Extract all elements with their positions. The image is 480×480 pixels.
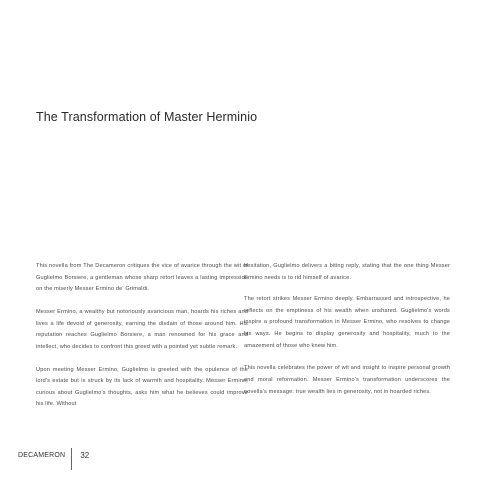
chapter-title: The Transformation of Master Herminio <box>36 110 258 124</box>
footer-divider <box>71 448 72 470</box>
paragraph: Messer Ermino, a wealthy but notoriously avaricious man, hoards his riches and lives a life devoid of generosity, earning the disdain of those around him. His reputation reaches Guglielmo Borsiere, a man renowned for his grace and intellect, who decides to confront this greed with a pointed yet subtle remark. <box>36 308 248 350</box>
paragraph: The retort strikes Messer Ermino deeply. Embarrassed and introspective, he reflects on the emptiness of his wealth when unshared. Guglielmo's words inspire a profound transformation in Messer Ermino, who resolves to change his ways. He begins to display generosity and hospitality, much to the amazement of those who knew him. <box>244 296 450 349</box>
paragraph: Upon meeting Messer Ermino, Guglielmo is greeted with the opulence of the lord's estate but is struck by its lack of warmth and hospitality. Messer Ermino, curious about Guglielmo's thoughts, asks him what he believes could improve his life. Without <box>36 366 248 408</box>
right-text-column <box>244 261 450 409</box>
paragraph: This novella celebrates the power of wit and insight to inspire personal growth and moral reformation. Messer Ermino's transformation underscores the novella's message: true wealth lies in generosity, not in hoarded riches. <box>244 365 450 395</box>
page-footer <box>18 444 89 466</box>
running-section-title: DECAMERON <box>18 451 66 459</box>
left-text-column <box>36 261 248 422</box>
paragraph: This novella from The Decameron critiques the vice of avarice through the wit of Guglielmo Borsiere, a gentleman whose sharp retort leaves a lasting impression on the miserly Messer Ermino de' Grimaldi. <box>36 263 248 293</box>
paragraph: hesitation, Guglielmo delivers a biting reply, stating that the one thing Messer Ermino needs is to rid himself of avarice. <box>244 263 450 281</box>
page-number: 32 <box>80 450 90 460</box>
